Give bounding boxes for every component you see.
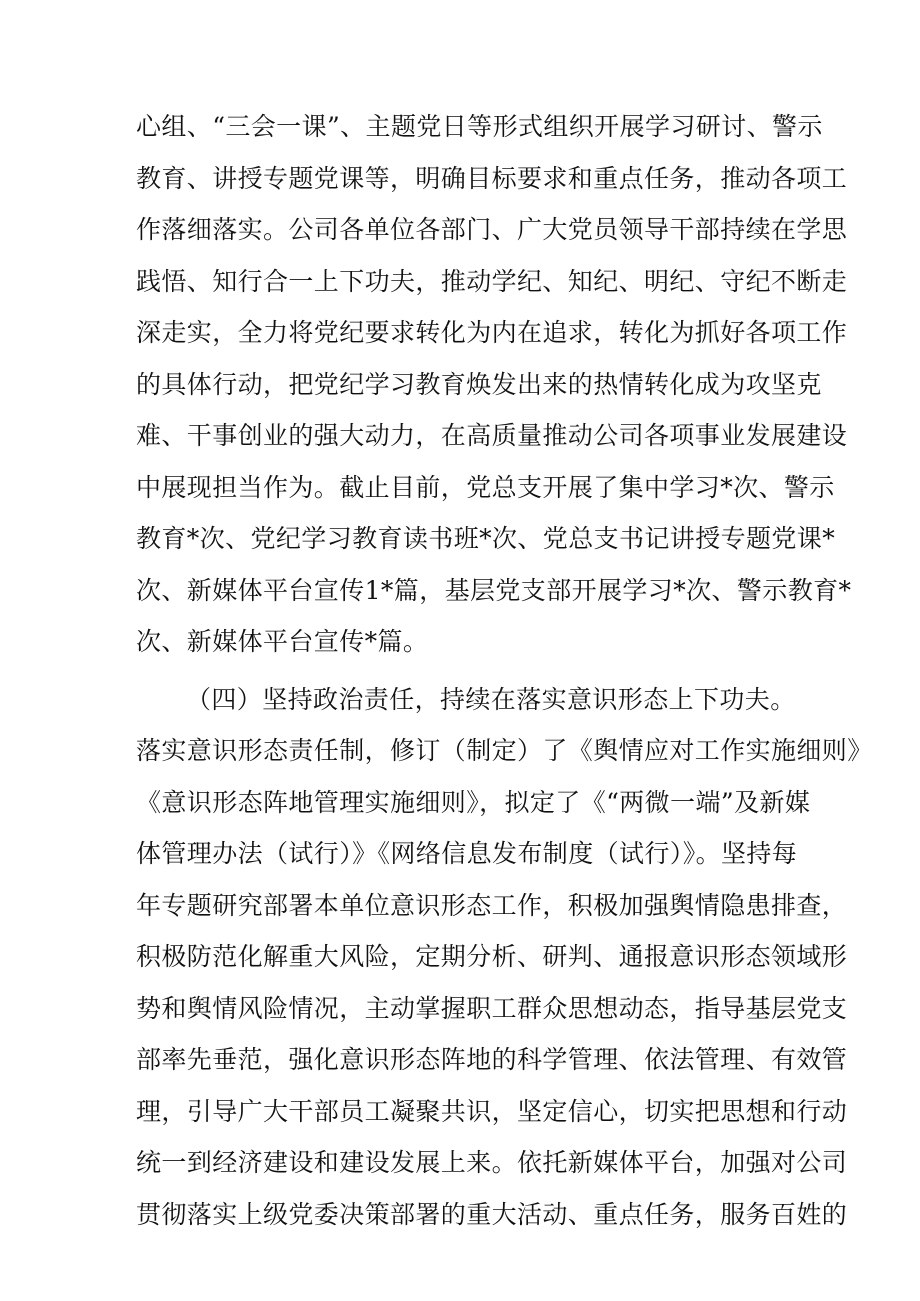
paragraph-1-line-7: 难、干事创业的强大动力，在高质量推动公司各项事业发展建设 [136,421,848,450]
paragraph-2-line-9: 统一到经济建设和建设发展上来。依托新媒体平台，加强对公司 [136,1148,848,1177]
paragraph-2-line-5: 积极防范化解重大风险，定期分析、研判、通报意识形态领域形 [136,942,848,971]
paragraph-2-line-1: 落实意识形态责任制，修订（制定）了《舆情应对工作实施细则》 [136,736,873,765]
paragraph-1-line-10: 次、新媒体平台宣传1*篇，基层党支部开展学习*次、警示教育* [136,576,852,605]
paragraph-2-line-4: 年专题研究部署本单位意识形态工作，积极加强舆情隐患排查， [136,891,848,920]
paragraph-2-line-10: 贯彻落实上级党委决策部署的重大活动、重点任务，服务百姓的 [136,1200,848,1229]
paragraph-1-line-9: 教育*次、党纪学习教育读书班*次、党总支书记讲授专题党课* [136,524,836,553]
paragraph-1-line-6: 的具体行动，把党纪学习教育焕发出来的热情转化成为攻坚克 [136,370,822,399]
paragraph-1-line-8: 中展现担当作为。截止目前，党总支开展了集中学习*次、警示 [136,473,835,502]
section-heading: （四）坚持政治责任，持续在落实意识形态上下功夫。 [186,685,796,714]
paragraph-2-line-3: 体管理办法（试行）》《网络信息发布制度（试行）》。坚持每 [136,839,798,868]
paragraph-1-line-1: 心组、“三会一课”、主题党日等形式组织开展学习研讨、警示 [136,112,823,141]
paragraph-1-line-5: 深走实，全力将党纪要求转化为内在追求，转化为抓好各项工作 [136,318,848,347]
paragraph-1-line-11: 次、新媒体平台宣传*篇。 [136,627,429,656]
paragraph-1-line-2: 教育、讲授专题党课等，明确目标要求和重点任务，推动各项工 [136,164,848,193]
paragraph-2-line-8: 理，引导广大干部员工凝聚共识，坚定信心，切实把思想和行动 [136,1097,848,1126]
paragraph-2-line-2: 《意识形态阵地管理实施细则》，拟定了《“两微一端”及新媒 [136,788,811,817]
paragraph-2-line-7: 部率先垂范，强化意识形态阵地的科学管理、依法管理、有效管 [136,1045,848,1074]
paragraph-2-line-6: 势和舆情风险情况，主动掌握职工群众思想动态，指导基层党支 [136,994,848,1023]
paragraph-1-line-3: 作落细落实。公司各单位各部门、广大党员领导干部持续在学思 [136,215,848,244]
paragraph-1-line-4: 践悟、知行合一上下功夫，推动学纪、知纪、明纪、守纪不断走 [136,267,848,296]
